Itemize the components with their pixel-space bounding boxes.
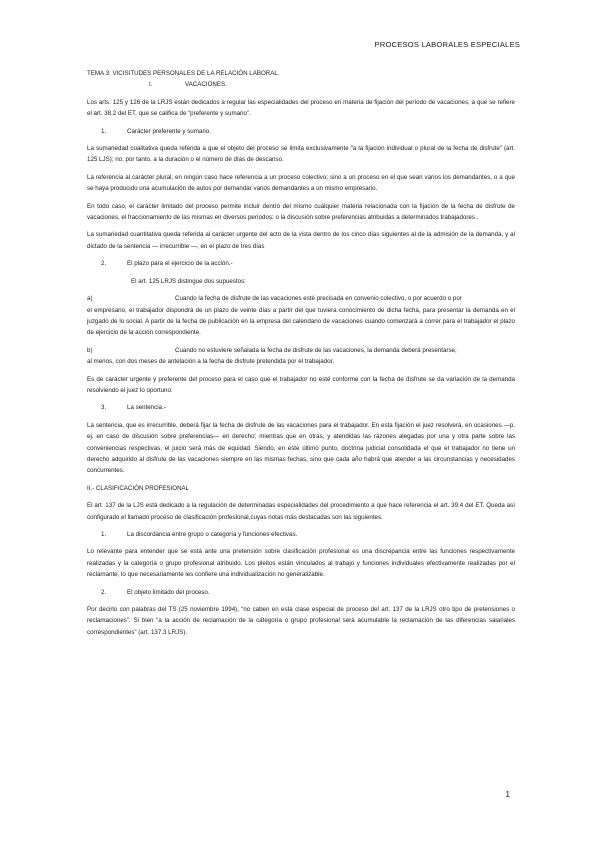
case-a-continued: el empresario, el trabajador dispondrá de un plazo de veinte días a partir del que tuviera conocimiento de dicha fecha, para presentar la demanda en el juzgado de lo social. A partir de la fecha de publicación en la empresa del calendario de vacaciones cuando comenzará a correr para el trabajador el plazo de ejercicio de la acción correspondiente.: [87, 306, 515, 337]
paragraph: Los arts. 125 y 126 de la LRJS están dedicados a regular las especialidades del proceso en materia de fijación del período de vacaciones, a que se refiere el art. 38.2 del ET, que se califica de “preferente y sumario”.: [87, 98, 515, 118]
subheading-title: El plazo para el ejercicio de la acción.-: [127, 260, 233, 268]
subheading-number: 3.: [101, 404, 107, 412]
subheading-title: El objeto limitado del proceso.: [127, 588, 210, 596]
paragraph: Lo relevante para entender que se está ante una pretensión sobre clasificación profesional es una discrepancia entre las funciones respectivamente realizadas y la categoría o grupo profesional atribuido. Los pleitos están vinculados al trabajo y funciones individuales efectivamente realizadas por el reclamante, lo que necesariamente les confiere una individualización no generalizable.: [87, 548, 515, 579]
subheading-number: 2.: [101, 588, 107, 596]
case-label: a): [87, 295, 93, 303]
subheading: [87, 126, 515, 137]
case-label: b): [87, 346, 93, 354]
case-b-continued: al menos, con dos meses de antelación a la fecha de disfrute pretendida por el trabajador.: [87, 358, 334, 366]
subheading: [87, 402, 515, 413]
section-title: VACACIONES.: [185, 81, 227, 89]
paragraph: La sumariedad cuantitativa queda referida al carácter urgente del acto de la vista dentro de los cinco días siguientes al de la admisión de la demanda, y al dictado de la sentencia — irrecurrible —, en el plazo de tres días: [87, 231, 515, 250]
paragraph: La sumariedad cualitativa queda referida a que el objeto del proceso se limita exclusivamente “a la fijación individual o plural de la fecha de disfrute” (art. 125 LJS); no, por tanto, a la duración o el número de días de descanso.: [87, 145, 515, 164]
running-header: PROCESOS LABORALES ESPECIALES: [374, 40, 520, 49]
document-body: [87, 68, 515, 638]
paragraph: La referencia al carácter plural, en ningún caso hace referencia a un proceso colectivo; sino a un proceso en el que sean varios los demandantes, o a que se haya producido una acumulación de autos por demandar varios demandantes a un mismo empresario.: [87, 173, 515, 193]
tema-title: TEMA 3: VICISITUDES PERSONALES DE LA RELACIÓN LABORAL.: [87, 70, 280, 77]
subheading: [87, 587, 515, 598]
subheading-number: 1.: [101, 127, 107, 135]
subheading: [87, 258, 515, 269]
subheading: [87, 529, 515, 540]
paragraph: El art. 125 LRJS distingue dos supuestos:: [131, 277, 246, 285]
paragraph: En todo caso, el carácter limitado del proceso permite incluir dentro del mismo cualquier materia relacionada con la fijación de la fecha de disfrute de vacaciones, el fraccionamiento de las mismas en diversos períodos; o la discusión sobre preferencias atribuidas a determinados trabajadores .: [87, 202, 515, 222]
subheading-title: La discordancia entre grupo o categoría y funciones efectivas.: [127, 531, 298, 538]
subheading-number: 2.: [101, 260, 107, 268]
paragraph: El art. 137 de la LJS está dedicado a la regulación de determinadas especialidades del procedimiento a que hace referencia el art. 39.4 del ET. Queda así configurado el llamado proceso de clasificación profesional,cuyas notas más destacadas son las siguientes.: [87, 502, 515, 521]
paragraph: La sentencia, que es irrecurrible, deberá fijar la fecha de disfrute de las vacaciones para el trabajador. En esta fijación el juez resolverá, en ocasiones —p. ej. en caso de discusión sobre preferencias— en derecho; mientras que en otras, y atendidas las razones alegadas por una y otra parte sobre las conveniencias respectivas, el juicio será más de equidad. Siendo, en este último punto, doctrina judicial consolidada el que el trabajador no tiene un derecho adquirido al disfrute de las vacaciones siempre en las mismas fechas, sino que cada año habrá que atender a las circunstancias y necesidades concurrentes.: [87, 421, 515, 475]
page-number: 1: [505, 790, 510, 799]
subheading-title: Carácter preferente y sumario.: [127, 127, 211, 135]
case-text: Cuando no estuviere señalada la fecha de disfrute de las vacaciones, la demanda deberá presentarse,: [175, 346, 457, 354]
section-heading-clasificacion: II.- CLASIFICACIÓN PROFESIONAL: [87, 484, 190, 492]
subheading-number: 1.: [101, 531, 107, 538]
subheading-title: La sentencia.-: [127, 404, 166, 412]
section-number: I.: [149, 81, 153, 89]
case-b: [87, 345, 515, 356]
section-heading-vacaciones: [87, 79, 515, 90]
case-a: [87, 293, 515, 304]
paragraph: Por decirlo con palabras del TS (25 noviembre 1994), “no caben en esta clase especial de proceso del art. 137 de la LRJS otro tipo de pretensiones o reclamaciones”. Si bien “a la acción de reclamación de la categoría o grupo profesional será acumulable la reclamación de las diferencias salariales correspondientes” (art. 137.3 LRJS).: [87, 606, 515, 636]
paragraph: Es de carácter urgente y preferente del proceso para el caso que el trabajador no esté conforme con la fecha de disfrute se da variación de la demanda resolviendo el juez lo oportuno.: [87, 375, 515, 394]
case-text: Cuando la fecha de disfrute de las vacaciones esté precisada en convenio colectivo, o por acuerdo o por: [175, 295, 462, 303]
